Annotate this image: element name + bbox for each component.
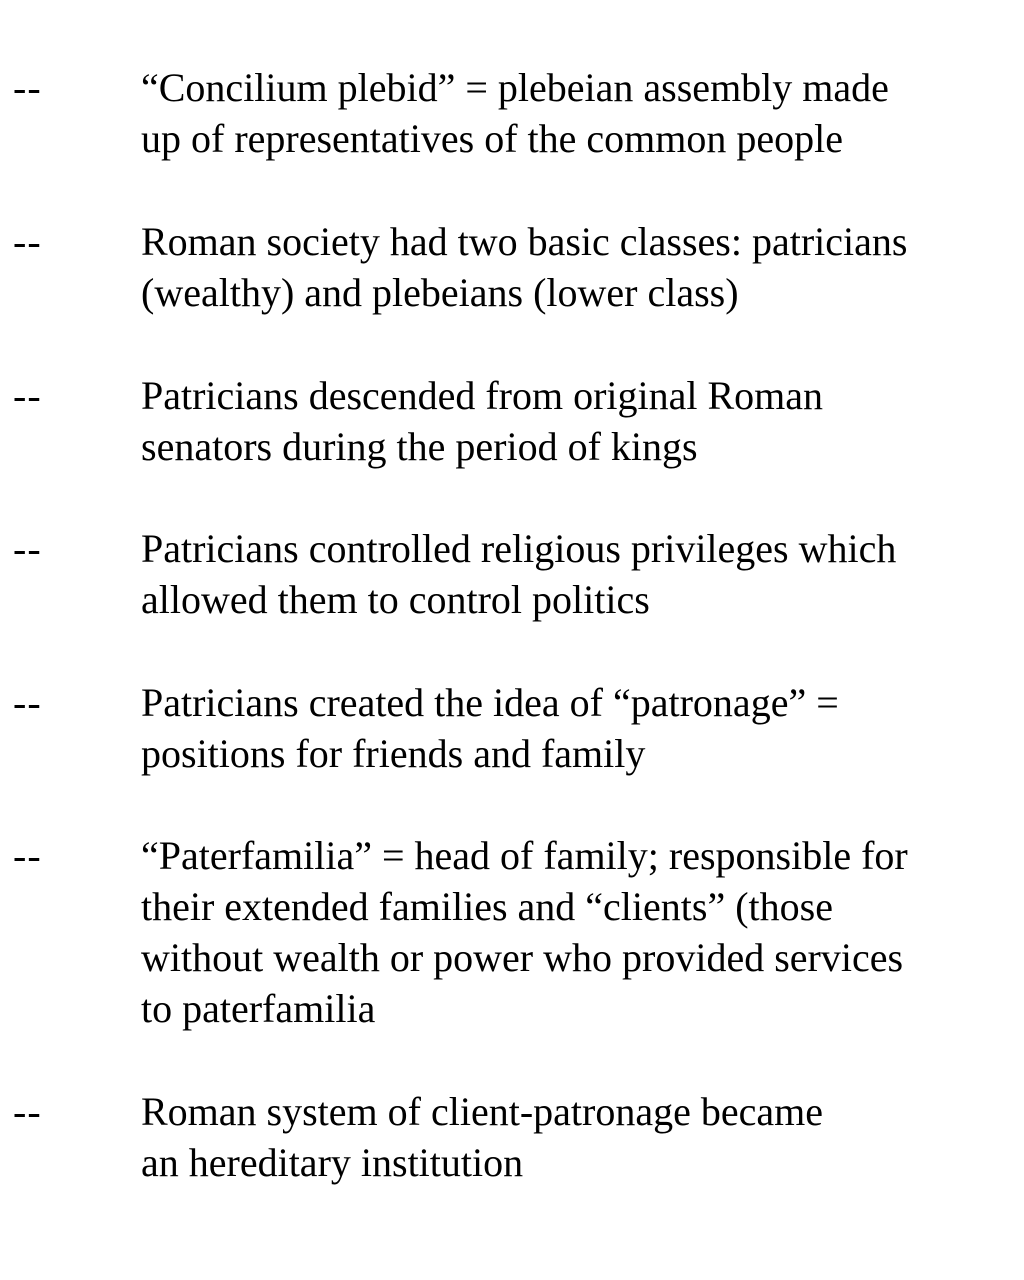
text-line: positions for friends and family <box>141 731 646 776</box>
text-line: “Concilium plebid” = plebeian assembly made <box>141 65 889 110</box>
item-text <box>141 1086 1011 1188</box>
text-line: Patricians descended from original Roman <box>141 373 824 418</box>
text-line: up of representatives of the common people <box>141 116 843 161</box>
text-line: an hereditary institution <box>141 1140 524 1185</box>
bullet-dash: -- <box>13 526 42 571</box>
text-line: senators during the period of kings <box>141 424 698 469</box>
bullet-dash: -- <box>13 833 42 878</box>
text-line: their extended families and “clients” (those <box>141 884 833 929</box>
text-line: allowed them to control politics <box>141 577 650 622</box>
item-text <box>141 370 1011 472</box>
text-line: without wealth or power who provided services <box>141 935 904 980</box>
bullet-dash: -- <box>13 219 42 264</box>
item-text <box>141 677 1011 779</box>
text-line: to paterfamilia <box>141 986 376 1031</box>
text-line: Patricians controlled religious privileges which <box>141 526 897 571</box>
bullet-dash: -- <box>13 680 42 725</box>
item-text <box>141 830 1011 1034</box>
text-line: “Paterfamilia” = head of family; responsible for <box>141 833 908 878</box>
bullet-dash: -- <box>13 373 42 418</box>
item-text <box>141 523 1011 625</box>
text-line: Roman society had two basic classes: patricians <box>141 219 908 264</box>
text-line: (wealthy) and plebeians (lower class) <box>141 270 739 315</box>
bullet-dash: -- <box>13 1089 42 1134</box>
bullet-dash: -- <box>13 65 42 110</box>
text-line: Roman system of client-patronage became <box>141 1089 823 1134</box>
text-line: Patricians created the idea of “patronage” = <box>141 680 839 725</box>
item-text <box>141 216 1011 318</box>
item-text <box>141 62 1011 164</box>
